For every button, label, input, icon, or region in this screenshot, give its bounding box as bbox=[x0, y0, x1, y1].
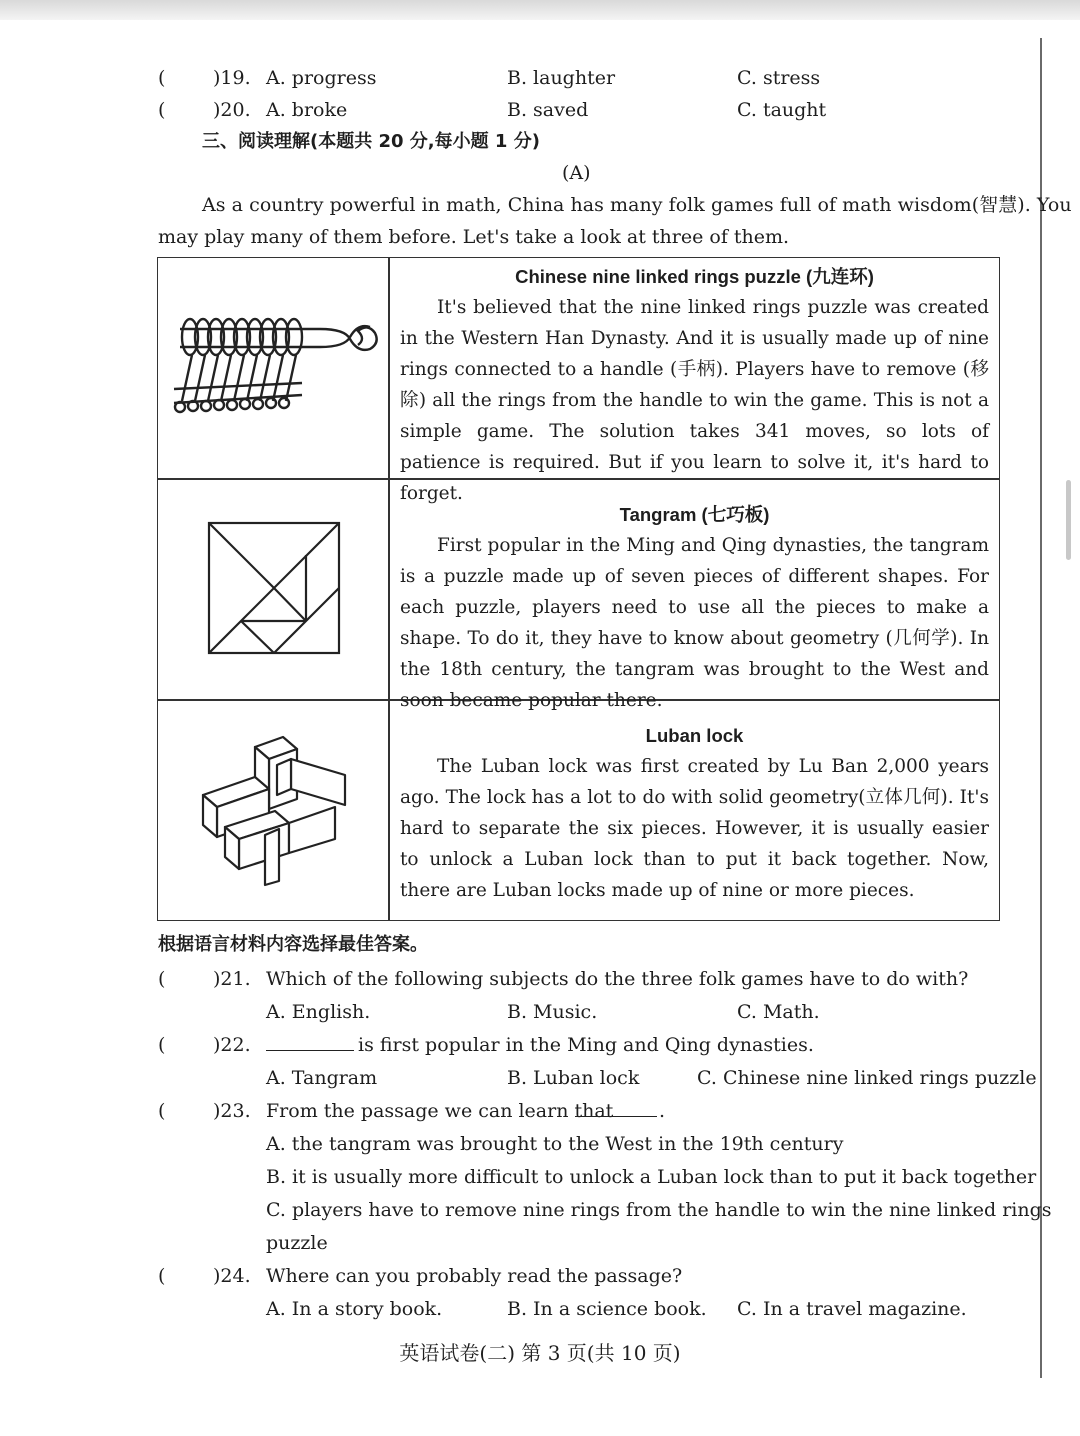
question-number: )24. bbox=[213, 1265, 251, 1287]
question-stem: Where can you probably read the passage? bbox=[266, 1265, 683, 1287]
option-b: B. In a science book. bbox=[507, 1298, 707, 1320]
option-c: C. players have to remove nine rings from the handle to win the nine linked rings bbox=[266, 1199, 1052, 1221]
option-a: A. progress bbox=[266, 67, 377, 89]
question-number: )21. bbox=[213, 968, 251, 990]
scrollbar-thumb[interactable] bbox=[1066, 480, 1071, 560]
section-title: 三、阅读理解(本题共 20 分,每小题 1 分) bbox=[202, 131, 540, 152]
option-c: C. In a travel magazine. bbox=[737, 1298, 967, 1320]
top-shadow-band bbox=[0, 0, 1080, 20]
option-c-continued: puzzle bbox=[266, 1232, 328, 1254]
question-number: )22. bbox=[213, 1034, 251, 1056]
answer-paren[interactable]: ( bbox=[158, 1034, 166, 1056]
answer-paren[interactable]: ( bbox=[158, 1100, 166, 1122]
question-stem: is first popular in the Ming and Qing dynasties. bbox=[358, 1034, 814, 1056]
table-column-divider bbox=[388, 257, 390, 921]
option-a: A. English. bbox=[266, 1001, 371, 1023]
option-b: B. Luban lock bbox=[507, 1067, 640, 1089]
game-description: First popular in the Ming and Qing dynasties, the tangram is a puzzle made up of seven pieces of different shapes. For each puzzle, players need to use all the pieces to make a shape. To do it, they have to know about geometry (几何学). In the 18th century, the tangram was brought to the West and soon became popular there. bbox=[400, 535, 989, 711]
game-title: Luban lock bbox=[645, 725, 744, 746]
question-stem: Which of the following subjects do the three folk games have to do with? bbox=[266, 968, 969, 990]
option-c: C. taught bbox=[737, 99, 827, 121]
game-description: It's believed that the nine linked rings puzzle was created in the Western Han Dynasty. And it is usually made up of nine rings connected to a handle (手柄). Players have to remove (移除) all the rings from the handle to win the game. This is not a simple game. The solution takes 341 moves, so lots of patience is required. But if you learn to solve it, it's hard to forget. bbox=[400, 297, 989, 504]
passage-label: (A) bbox=[562, 162, 591, 184]
instruction: 根据语言材料内容选择最佳答案。 bbox=[158, 934, 428, 955]
tangram-icon bbox=[208, 522, 340, 654]
option-c: C. Chinese nine linked rings puzzle bbox=[697, 1067, 1037, 1089]
game-title: Tangram (七巧板) bbox=[619, 504, 770, 525]
answer-blank bbox=[575, 1099, 657, 1123]
option-c: C. stress bbox=[737, 67, 821, 89]
intro-line-2: may play many of them before. Let's take a look at three of them. bbox=[158, 226, 790, 248]
luban-lock-icon bbox=[195, 735, 350, 885]
option-a: A. In a story book. bbox=[266, 1298, 443, 1320]
page-footer: 英语试卷(二) 第 3 页(共 10 页) bbox=[399, 1341, 681, 1365]
question-number: )20. bbox=[213, 99, 251, 121]
game-description: The Luban lock was first created by Lu Ban 2,000 years ago. The lock has a lot to do with solid geometry(立体几何). It's hard to separate the six pieces. However, it is usually easier to unlock a Luban lock than to put it back together. Now, there are Luban locks made up of nine or more pieces. bbox=[400, 756, 989, 901]
answer-blank bbox=[266, 1033, 354, 1057]
game-cell-nine-rings bbox=[400, 261, 989, 509]
option-b: B. laughter bbox=[507, 67, 616, 89]
question-number: )19. bbox=[213, 67, 251, 89]
question-stem: From the passage we can learn that bbox=[266, 1100, 614, 1122]
option-b: B. Music. bbox=[507, 1001, 598, 1023]
option-a: A. broke bbox=[266, 99, 348, 121]
answer-paren[interactable]: ( bbox=[158, 1265, 166, 1287]
game-title: Chinese nine linked rings puzzle (九连环) bbox=[515, 266, 874, 287]
stem-period: . bbox=[659, 1100, 666, 1122]
option-b: B. it is usually more difficult to unlock a Luban lock than to put it back together bbox=[266, 1166, 1037, 1188]
nine-linked-rings-icon bbox=[170, 305, 380, 425]
option-b: B. saved bbox=[507, 99, 589, 121]
answer-paren[interactable]: ( bbox=[158, 99, 166, 121]
answer-paren[interactable]: ( bbox=[158, 67, 166, 89]
game-cell-tangram bbox=[400, 499, 989, 716]
intro-line-1: As a country powerful in math, China has many folk games full of math wisdom(智慧). You bbox=[202, 194, 1072, 216]
game-cell-luban-lock bbox=[400, 720, 989, 906]
question-number: )23. bbox=[213, 1100, 251, 1122]
option-a: A. Tangram bbox=[266, 1067, 378, 1089]
option-c: C. Math. bbox=[737, 1001, 820, 1023]
page-right-edge bbox=[1040, 38, 1042, 1378]
option-a: A. the tangram was brought to the West in the 19th century bbox=[266, 1133, 844, 1155]
answer-paren[interactable]: ( bbox=[158, 968, 166, 990]
